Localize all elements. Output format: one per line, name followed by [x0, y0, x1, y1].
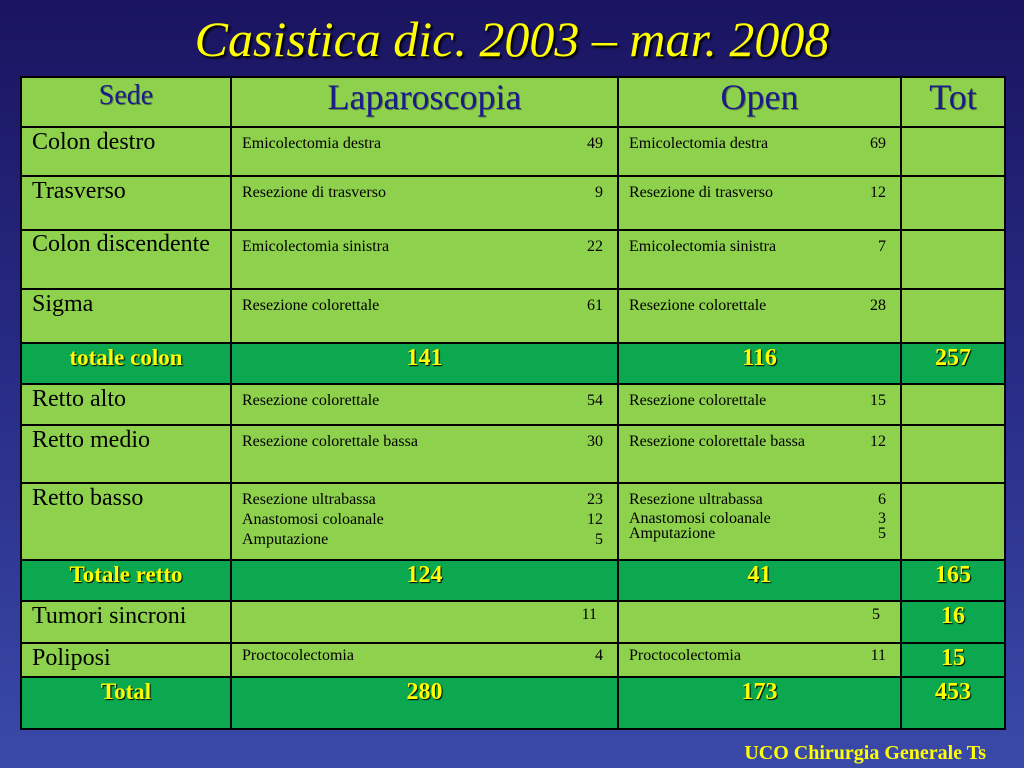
subtotal-open: 116: [742, 345, 777, 371]
tot-cell: [901, 384, 1005, 425]
casistica-table: [20, 76, 1006, 730]
subtotal-open: 41: [747, 562, 772, 588]
lap-count: 11: [581, 606, 597, 623]
header-laparoscopia: Laparoscopia: [231, 77, 618, 127]
lap-procedure: Resezione di trasverso 9: [242, 184, 603, 201]
sede-cell: Sigma: [32, 291, 94, 317]
subtotal-row-colon: [21, 343, 1005, 384]
row-tot: 16: [941, 603, 965, 629]
subtotal-tot: 165: [935, 562, 971, 588]
sede-cell: Retto basso: [32, 485, 144, 511]
open-procedure: Proctocolectomia 11: [629, 647, 886, 664]
table-row: [21, 176, 1005, 230]
sede-cell: Tumori sincroni: [32, 603, 187, 629]
lap-procedure: Resezione ultrabassa 23: [242, 491, 603, 508]
tot-cell: [901, 176, 1005, 230]
table-row: [21, 425, 1005, 483]
header-open: Open: [618, 77, 901, 127]
total-lap: 280: [406, 679, 443, 705]
row-tot: 15: [941, 645, 965, 671]
tot-cell: [901, 483, 1005, 560]
tot-cell: [901, 425, 1005, 483]
table-row: [21, 384, 1005, 425]
open-procedure: Resezione colorettale 15: [629, 392, 886, 409]
lap-procedure: Resezione colorettale bassa 30: [242, 433, 603, 450]
tot-cell: [901, 230, 1005, 289]
open-procedure: Resezione colorettale 28: [629, 297, 886, 314]
slide-title: Casistica dic. 2003 – mar. 2008: [194, 11, 830, 67]
open-count: 5: [872, 606, 880, 623]
tot-cell: [901, 289, 1005, 343]
subtotal-label: Totale retto: [69, 562, 183, 587]
subtotal-lap: 124: [406, 562, 443, 588]
lap-procedure: Emicolectomia sinistra 22: [242, 238, 603, 255]
lap-procedure: Amputazione 5: [242, 531, 603, 548]
sede-cell: Colon discendente: [32, 231, 210, 257]
footer-credit: UCO Chirurgia Generale Ts: [744, 742, 986, 764]
table-row: [21, 230, 1005, 289]
table-row: [21, 601, 1005, 643]
open-procedure: Resezione di trasverso 12: [629, 184, 886, 201]
sede-cell: Trasverso: [32, 178, 126, 204]
open-procedure: Resezione colorettale bassa 12: [629, 433, 886, 450]
header-tot: Tot: [901, 77, 1005, 127]
open-procedure: Resezione ultrabassa 6: [629, 491, 886, 508]
total-label: Total: [100, 679, 152, 704]
header-sede: Sede: [21, 77, 231, 127]
lap-procedure: Resezione colorettale 61: [242, 297, 603, 314]
sede-cell: Colon destro: [32, 129, 156, 155]
table-row: [21, 127, 1005, 176]
subtotal-row-retto: [21, 560, 1005, 601]
lap-procedure: Anastomosi coloanale 12: [242, 511, 603, 528]
table-row: [21, 483, 1005, 560]
open-procedure: Emicolectomia destra 69: [629, 135, 886, 152]
sede-cell: Retto medio: [32, 427, 150, 453]
tot-cell: [901, 127, 1005, 176]
subtotal-tot: 257: [935, 345, 971, 371]
subtotal-lap: 141: [406, 345, 443, 371]
lap-procedure: Resezione colorettale 54: [242, 392, 603, 409]
table-row: [21, 289, 1005, 343]
open-procedure: Amputazione 5: [629, 525, 886, 542]
total-open: 173: [741, 679, 778, 705]
table-header-row: [21, 77, 1005, 127]
open-procedure: Anastomosi coloanale 3: [629, 510, 886, 527]
subtotal-label: totale colon: [69, 345, 183, 370]
sede-cell: Retto alto: [32, 386, 126, 412]
total-tot: 453: [935, 679, 971, 705]
total-row: [21, 677, 1005, 729]
table-row: [21, 643, 1005, 677]
lap-procedure: Proctocolectomia 4: [242, 647, 603, 664]
sede-cell: Poliposi: [32, 645, 111, 671]
open-procedure-list: [618, 483, 901, 560]
open-procedure: Emicolectomia sinistra 7: [629, 238, 886, 255]
lap-procedure: Emicolectomia destra 49: [242, 135, 603, 152]
lap-procedure-list: [231, 483, 618, 560]
